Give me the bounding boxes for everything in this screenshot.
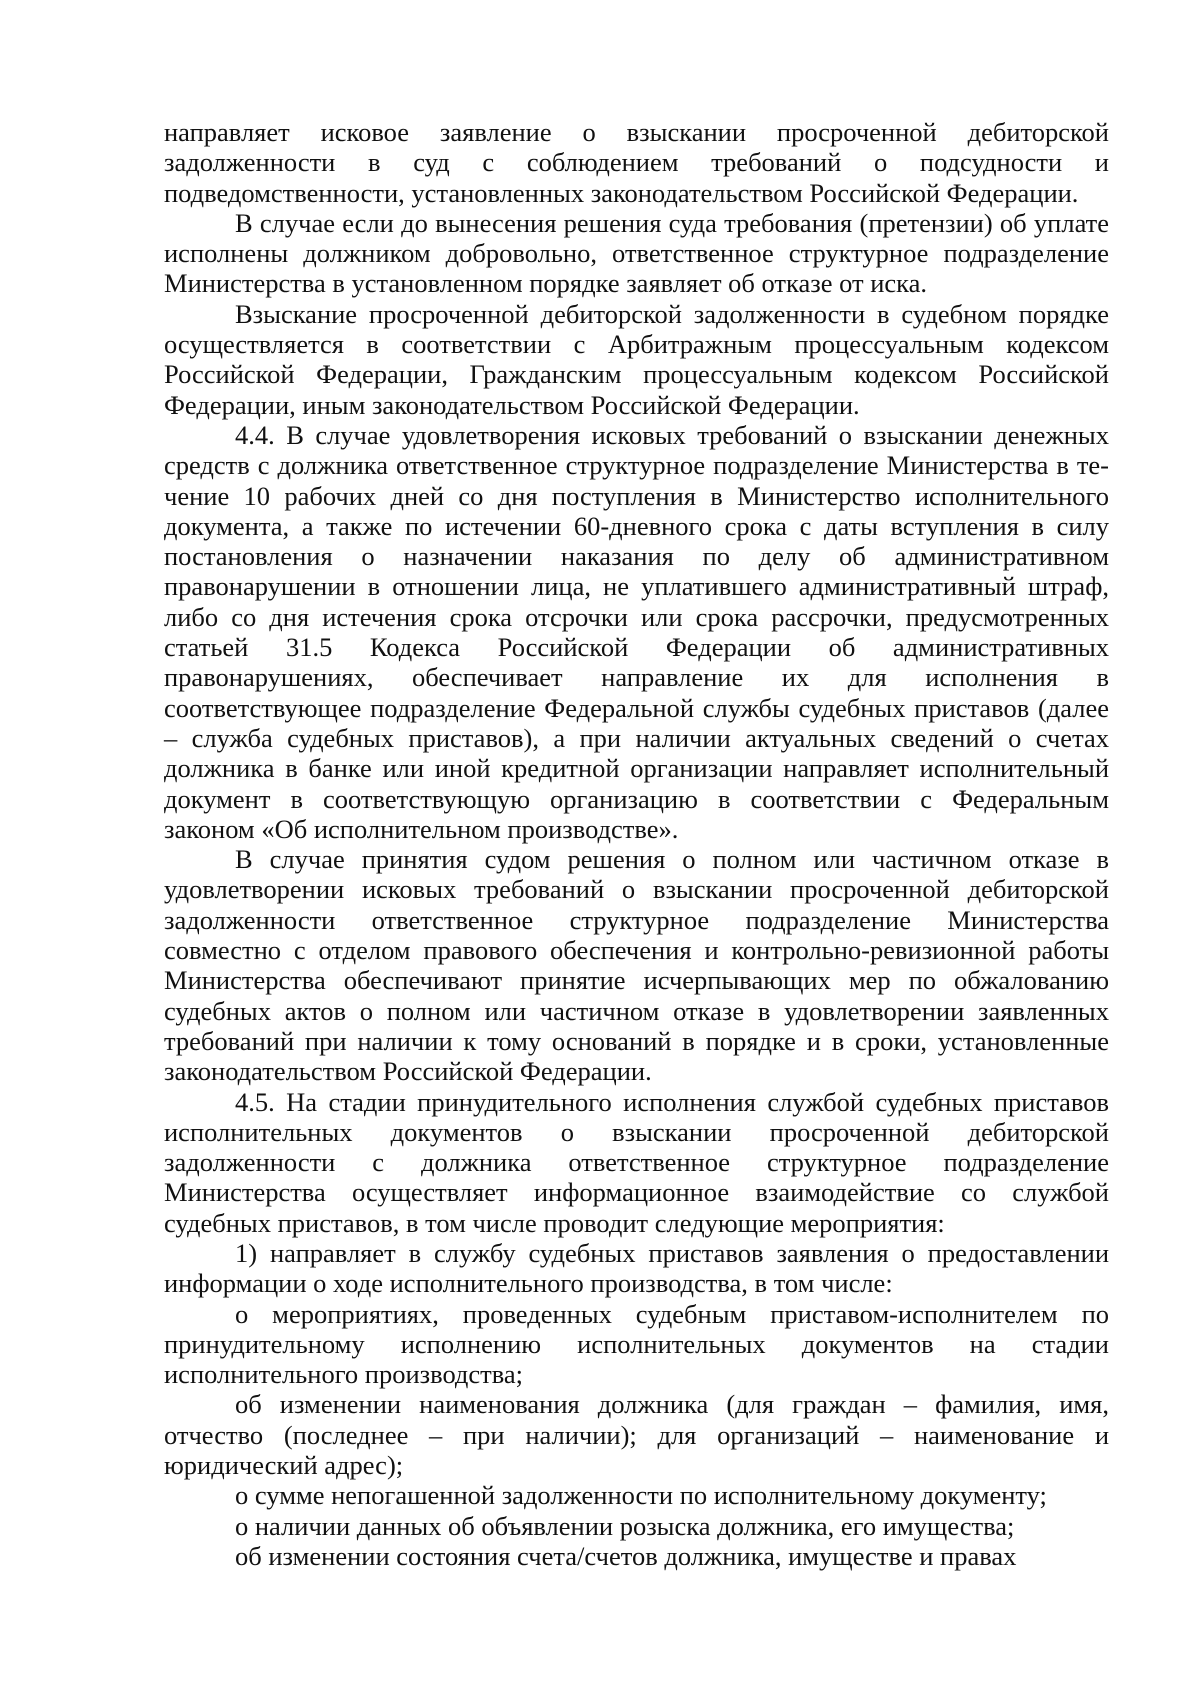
paragraph-court-recovery: Взыскание просроченной дебиторской задолженности в судебном порядке осуществляется в соответствии с Арбитражным процессуальным кодексом Российской Федерации, Гражданским процессуальным кодексом Российской Федерации, иным законодательством Российской Федерации. (164, 298, 1109, 420)
paragraph-continuation: направляет исковое заявление о взыскании просроченной дебиторской задолженности в суд с соблюдением требований о подсудности и подведомственности, установленных законодательством Российской Федерации. (164, 117, 1109, 208)
paragraph-account-status: об изменении состояния счета/счетов должника, имуществе и правах (235, 1540, 1017, 1571)
paragraph-refusal-appeal: В случае принятия судом решения о полном или частичном отказе в удовлетворении исковых требований о взыскании просроченной дебиторской задолженности ответственное структурное подразделение Министерства совместно с отделом правового обеспечения и контрольно-ревизионной работы Министерства обеспечивают принятие исчерпывающих мер по обжалованию судебных актов о полном или частичном отказе в удовлетворении заявленных требований при наличии к тому оснований в порядке и в сроки, установленные законодательством Российской Федерации. (164, 844, 1109, 1087)
paragraph-name-change: об изменении наименования должника (для граждан – фамилия, имя, отчество (последнее – при наличии); для организаций – наименование и юридический адрес); (164, 1389, 1109, 1481)
paragraph-voluntary-payment: В случае если до вынесения решения суда требования (претензии) об уплате исполнены должником добровольно, ответственное структурное подразделение Министерства в установленном порядке заявляет об отказе от иска. (164, 207, 1109, 299)
paragraph-4-5: 4.5. На стадии принудительного исполнения службой судебных приставов исполнительных документов о взыскании просроченной дебиторской задолженности с должника ответственное структурное подразделение Министерства осуществляет информационное взаимодействие со службой судебных приставов, в том числе проводит следующие мероприятия: (164, 1086, 1109, 1238)
paragraph-search: о наличии данных об объявлении розыска должника, его имущества; (235, 1510, 1015, 1541)
paragraph-measures: о мероприятиях, проведенных судебным приставом-исполнителем по принудительному исполнению исполнительных документов на стадии исполнительного производства; (164, 1298, 1109, 1390)
paragraph-debt-sum: о сумме непогашенной задолженности по исполнительному документу; (235, 1480, 1047, 1511)
paragraph-item-1: 1) направляет в службу судебных приставов заявления о предоставлении информации о ходе исполнительного производства, в том числе: (164, 1237, 1109, 1299)
document-body (164, 117, 1109, 1571)
paragraph-4-4: 4.4. В случае удовлетворения исковых требований о взыскании денежных средств с должника ответственное структурное подразделение Министерства в течение 10 рабочих дней со дня поступления в Министерство исполнительного документа, а также по истечении 60-дневного срока с даты вступления в силу постановления о назначении наказания по делу об административном правонарушении в отношении лица, не уплатившего административный штраф, либо со дня истечения срока отсрочки или срока рассрочки, предусмотренных статьей 31.5 Кодекса Российской Федерации об административных правонарушениях, обеспечивает направление их для исполнения в соответствующее подразделение Федеральной службы судебных приставов (далее – служба судебных приставов), а при наличии актуальных сведений о счетах должника в банке или иной кредитной организации направляет исполнительный документ в соответствующую организацию в соответствии с Федеральным законом «Об исполнительном производстве». (164, 419, 1109, 844)
